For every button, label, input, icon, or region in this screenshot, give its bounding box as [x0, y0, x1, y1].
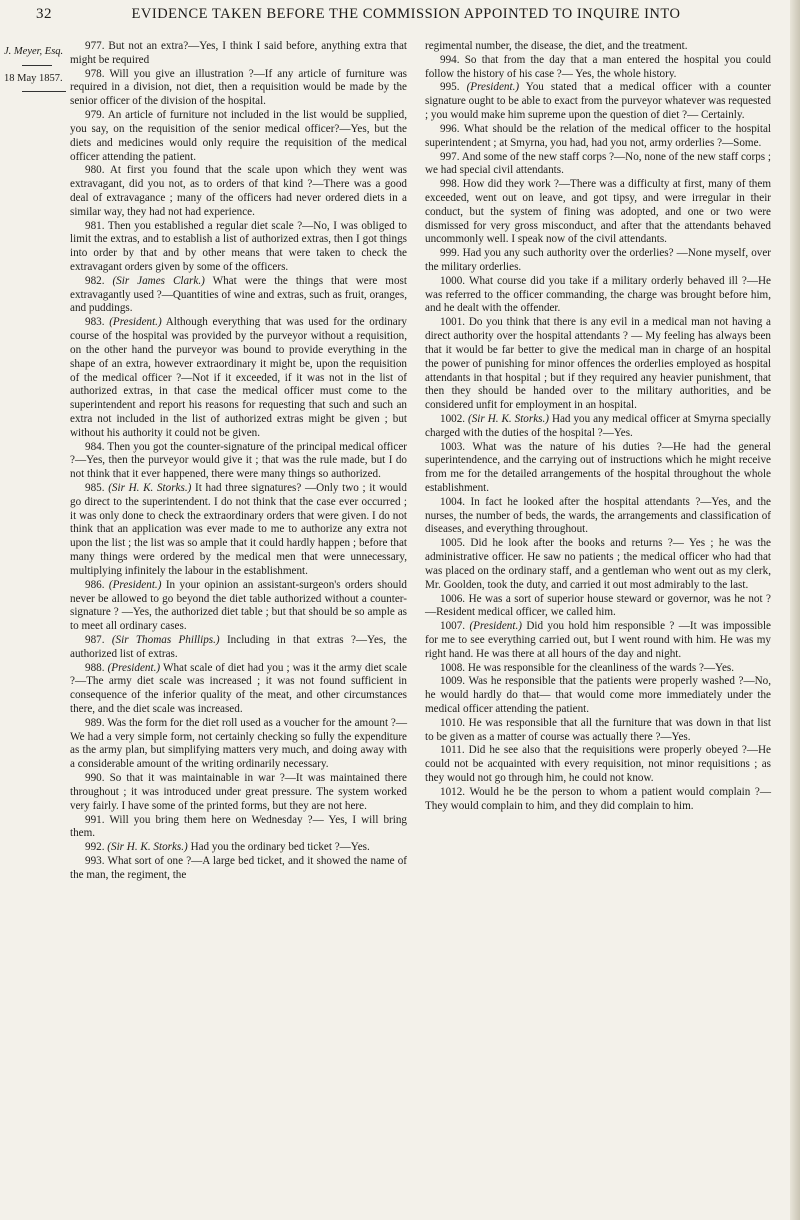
- speaker-label: (President.): [466, 81, 520, 94]
- testimony-text: Will you bring them here on Wednesday ?— Yes, I will bring them.: [70, 813, 407, 840]
- testimony-paragraph: [425, 620, 771, 661]
- testimony-paragraph: [70, 634, 407, 662]
- testimony-paragraph: [70, 579, 407, 634]
- testimony-paragraph: [70, 275, 407, 316]
- question-number: 989.: [85, 716, 105, 729]
- testimony-paragraph: [425, 54, 771, 82]
- question-number: 991.: [85, 813, 105, 826]
- testimony-paragraph: [70, 68, 407, 109]
- testimony-text: Had you any such authority over the orderlies? —None myself, over the military orderlies.: [425, 247, 771, 273]
- margin-rule: [22, 65, 52, 66]
- testimony-paragraph: [70, 814, 407, 842]
- question-number: 996.: [440, 122, 460, 135]
- testimony-text: But not an extra?—Yes, I think I said before, anything extra that might be required: [70, 40, 407, 66]
- question-number: 1010.: [440, 716, 466, 729]
- question-number: 986.: [85, 578, 105, 591]
- testimony-paragraph: [425, 178, 771, 247]
- testimony-text: What sort of one ?—A large bed ticket, and it showed the name of the man, the regiment, the: [70, 854, 407, 881]
- testimony-text: At first you found that the scale upon which they went was extravagant, did you not, as to orders of that kind ?—There was a good deal of extravagance ; many of the officers had never ordered diets in a similar way, they had not had experience.: [70, 164, 407, 218]
- testimony-text: Had you the ordinary bed ticket ?—Yes.: [190, 841, 370, 854]
- margin-rule: [22, 91, 66, 92]
- testimony-text: Then you got the counter-signature of the principal medical officer ?—Yes, then the purveyor would give it ; that was the rule made, but I do not think that it ever happened, there were many things so authorized.: [70, 440, 407, 481]
- testimony-paragraph: [70, 841, 407, 855]
- testimony-paragraph: [425, 151, 771, 179]
- testimony-paragraph: [425, 40, 771, 54]
- testimony-paragraph: [425, 496, 771, 537]
- question-number: 999.: [440, 247, 460, 260]
- testimony-text: Although everything that was used for the ordinary course of the hospital was provided by the purveyor without a requisition, on the other hand the purveyor was bound to provide everything in the shape of an extra, however extraordinary it might be, upon the requisition of the medical officer ?—Not if it exceeded, if it was not in the list of authorized extras, in that case the medical officer must come to the superintendent and report his reasons for requesting that such and such an extra not included in the list of authorized extras might be given ; but without his authority it could not be given.: [70, 316, 407, 439]
- testimony-paragraph: [425, 413, 771, 441]
- testimony-paragraph: [425, 662, 771, 676]
- testimony-text: So that it was maintainable in war ?—It was maintained there throughout ; it was introduced under great pressure. The system worked very fairly. I have some of the printed forms, but they are not here.: [70, 772, 407, 812]
- speaker-label: (Sir H. K. Storks.): [107, 841, 188, 854]
- testimony-text: Do you think that there is any evil in a medical man not having a direct authority over the hospital attendants ? — My feeling has always been that it would be far better to give the medical man in charge of an hospital the power of punishing for minor offences the orderlies employed as hospital attendants in that hospital ; but if they required any heavier punishment, that then they should be handed over to the military authorities, and be considered unfit for employment in an hospital.: [425, 316, 771, 412]
- question-number: 980.: [85, 164, 105, 177]
- testimony-paragraph: [425, 593, 771, 621]
- question-number: 1008.: [440, 661, 466, 674]
- testimony-text: regimental number, the disease, the diet, and the treatment.: [425, 40, 688, 52]
- running-header: [36, 6, 776, 30]
- testimony-paragraph: [425, 786, 771, 814]
- speaker-label: (Sir H. K. Storks.): [468, 412, 549, 425]
- testimony-text: He was responsible for the cleanliness of the wards ?—Yes.: [467, 661, 735, 674]
- question-number: 977.: [85, 40, 105, 52]
- testimony-paragraph: [425, 537, 771, 592]
- question-number: 1005.: [440, 537, 466, 550]
- question-number: 1007.: [440, 620, 466, 633]
- testimony-paragraph: [425, 675, 771, 716]
- margin-note: [4, 44, 66, 92]
- testimony-paragraph: [425, 717, 771, 745]
- margin-witness-name: J. Meyer, Esq.: [4, 46, 64, 57]
- testimony-paragraph: [70, 662, 407, 717]
- testimony-text: He was a sort of superior house steward or governor, was he not ?—Resident medical officer, we called him.: [425, 592, 771, 619]
- question-number: 988.: [85, 661, 105, 674]
- question-number: 995.: [440, 81, 460, 94]
- speaker-label: (President.): [107, 661, 161, 674]
- testimony-text: Did he look after the books and returns ?— Yes ; he was the administrative officer. He saw no patients ; the medical officer who had that was placed on the ordinary staff, and a gentleman who went out as my clerk, Mr. Goolden, took the duty, and carried it out most admirably to the last.: [425, 537, 771, 591]
- testimony-paragraph: [425, 441, 771, 496]
- question-number: 994.: [440, 53, 460, 66]
- question-number: 982.: [85, 274, 105, 287]
- question-number: 1009.: [440, 675, 466, 688]
- question-number: 1012.: [440, 785, 466, 798]
- question-number: 997.: [440, 150, 460, 163]
- testimony-text: He was responsible that all the furniture that was down in that list to be given as a matter of course was actually there ?—Yes.: [425, 716, 771, 743]
- testimony-text: Then you established a regular diet scale ?—No, I was obliged to limit the extras, and to establish a list of authorized extras, then I got things into order by that and by other means that were taken to check the extravagant orders given by some of the officers.: [70, 219, 407, 273]
- speaker-label: (Sir Thomas Phillips.): [111, 633, 220, 646]
- speaker-label: (President.): [469, 620, 522, 633]
- testimony-paragraph: [70, 441, 407, 482]
- question-number: 985.: [85, 482, 105, 494]
- testimony-text: You stated that a medical officer with a counter signature ought to be able to exact from the purveyor whatever was requested ; you would make him supreme upon the question of diet ?— Certainly.: [425, 81, 772, 122]
- question-number: 998.: [440, 178, 460, 191]
- left-column: [70, 40, 407, 883]
- testimony-paragraph: [70, 482, 407, 579]
- testimony-paragraph: [425, 275, 771, 316]
- testimony-text: Did you hold him responsible ? —It was impossible for me to see everything carried out, but I went round with him. He was my right hand. He was there at all hours of the day and night.: [425, 620, 772, 660]
- right-column: [425, 40, 771, 814]
- testimony-text: It had three signatures? —Only two ; it would go direct to the superintendent. I do not think that the case ever occurred ; it was only done to check the extraordinary orders that were given. I do not think that an application was ever made to me to authorize any extra not upon the list ; the list was so ample that it could hardly happen ; before that many things were ordered by the medical men that were unnecessary, multiplying infinitely the labour in the establishment.: [70, 482, 407, 577]
- question-number: 978.: [85, 67, 105, 80]
- question-number: 1003.: [440, 440, 466, 453]
- question-number: 983.: [85, 316, 105, 329]
- testimony-text: Including in that extras ?—Yes, the authorized list of extras.: [70, 633, 407, 660]
- question-number: 1002.: [440, 412, 466, 425]
- question-number: 992.: [85, 841, 105, 854]
- testimony-text: What were the things that were most extravagantly used ?—Quantities of wine and extras, such as fruit, oranges, and puddings.: [70, 274, 407, 315]
- question-number: 1000.: [440, 274, 466, 287]
- margin-date: 18 May 1857.: [4, 73, 63, 84]
- question-number: 1001.: [440, 316, 466, 329]
- testimony-text: Was the form for the diet roll used as a voucher for the amount ?—We had a very simple form, not certainly checking so fully the expenditure as the army plan, but simplifying matters very much, and doing away with a considerable amount of the writing ordinarily necessary.: [70, 716, 407, 771]
- page-number: 32: [36, 6, 52, 22]
- testimony-paragraph: [70, 220, 407, 275]
- testimony-text: In fact he looked after the hospital attendants ?—Yes, and the nurses, the number of beds, the wards, the arrangements and classification of diseases, and everything throughout.: [425, 495, 771, 536]
- speaker-label: (Sir H. K. Storks.): [108, 482, 192, 494]
- testimony-text: In your opinion an assistant-surgeon's orders should never be allowed to go beyond the diet table authorized without a counter-signature ? —Yes, the authorized diet table ; but that should be so ample as to meet all ordinary cases.: [70, 578, 407, 633]
- testimony-text: Did he see also that the requisitions were properly obeyed ?—He could not be acquainted with every requisition, not minor requisitions ; as they would not go through him, he could not know.: [425, 744, 771, 785]
- testimony-text: Had you any medical officer at Smyrna specially charged with the duties of the hospital ?—Yes.: [425, 412, 771, 439]
- question-number: 990.: [85, 772, 105, 785]
- testimony-paragraph: [70, 316, 407, 440]
- testimony-text: What was the nature of his duties ?—He had the general superintendence, and the carrying out of instructions which he might receive from me for the detailed arrangements of the hospital throughout the whole establishment.: [425, 440, 771, 494]
- speaker-label: (President.): [108, 578, 162, 591]
- question-number: 1006.: [440, 592, 466, 605]
- testimony-text: So that from the day that a man entered the hospital you could follow the history of his case ?— Yes, the whole history.: [425, 53, 771, 80]
- page-edge: [790, 0, 800, 1220]
- testimony-paragraph: [425, 247, 771, 275]
- testimony-paragraph: [70, 164, 407, 219]
- testimony-text: Would he be the person to whom a patient would complain ?—They would complain to him, and they did complain to him.: [425, 785, 771, 812]
- testimony-text: Was he responsible that the patients were properly washed ?—No, he would hardly do that— that would come more immediately under the medical officer attending the patient.: [425, 675, 771, 715]
- testimony-paragraph: [425, 81, 771, 122]
- testimony-paragraph: [70, 109, 407, 164]
- testimony-paragraph: [70, 717, 407, 772]
- testimony-paragraph: [425, 316, 771, 413]
- testimony-paragraph: [70, 772, 407, 813]
- speaker-label: (President.): [109, 316, 162, 329]
- question-number: 979.: [85, 109, 105, 122]
- testimony-text: Will you give an illustration ?—If any article of furniture was required in a division, not diet, then a requisition would be made by the senior officer of the division of the hospital.: [70, 67, 407, 108]
- testimony-text: An article of furniture not included in the list would be supplied, you say, on the requisition of the senior medical officer?—Yes, but the diets and medicines would only require the requisition of the medical officer attending the patient.: [70, 109, 407, 163]
- speaker-label: (Sir James Clark.): [112, 274, 205, 287]
- testimony-paragraph: [425, 744, 771, 785]
- testimony-text: And some of the new staff corps ?—No, none of the new staff corps ; we had special civil attendants.: [425, 150, 771, 177]
- question-number: 984.: [85, 440, 105, 453]
- testimony-text: How did they work ?—There was a difficulty at first, many of them exceeded, went out on leave, and got tipsy, and were irregular in their conduct, but the system of fining was adopted, and one or two were dismissed for very gross misconduct, and after that the attendants behaved uncommonly well. I speak now of the civil attendants.: [425, 178, 771, 246]
- testimony-text: What course did you take if a military orderly behaved ill ?—He was referred to the officer commanding, the charge was brought before him, and he dealt with the offender.: [425, 274, 771, 315]
- question-number: 993.: [85, 854, 105, 867]
- question-number: 987.: [85, 633, 105, 646]
- question-number: 1011.: [440, 744, 465, 757]
- testimony-paragraph: [425, 123, 771, 151]
- testimony-text: What should be the relation of the medical officer to the hospital superintendent ; at Smyrna, you had, had you not, army orderlies ?—Some.: [425, 122, 771, 149]
- testimony-text: What scale of diet had you ; was it the army diet scale ?—The army diet scale was increased ; it was not found sufficient in consequence of the inferior quality of the meat, and other circumstances there, and the diet scale was increased.: [70, 661, 407, 715]
- testimony-paragraph: [70, 855, 407, 883]
- question-number: 1004.: [440, 495, 466, 508]
- running-title: EVIDENCE TAKEN BEFORE THE COMMISSION APPOINTED TO INQUIRE INTO: [131, 6, 681, 22]
- testimony-paragraph: [70, 40, 407, 68]
- question-number: 981.: [85, 219, 105, 232]
